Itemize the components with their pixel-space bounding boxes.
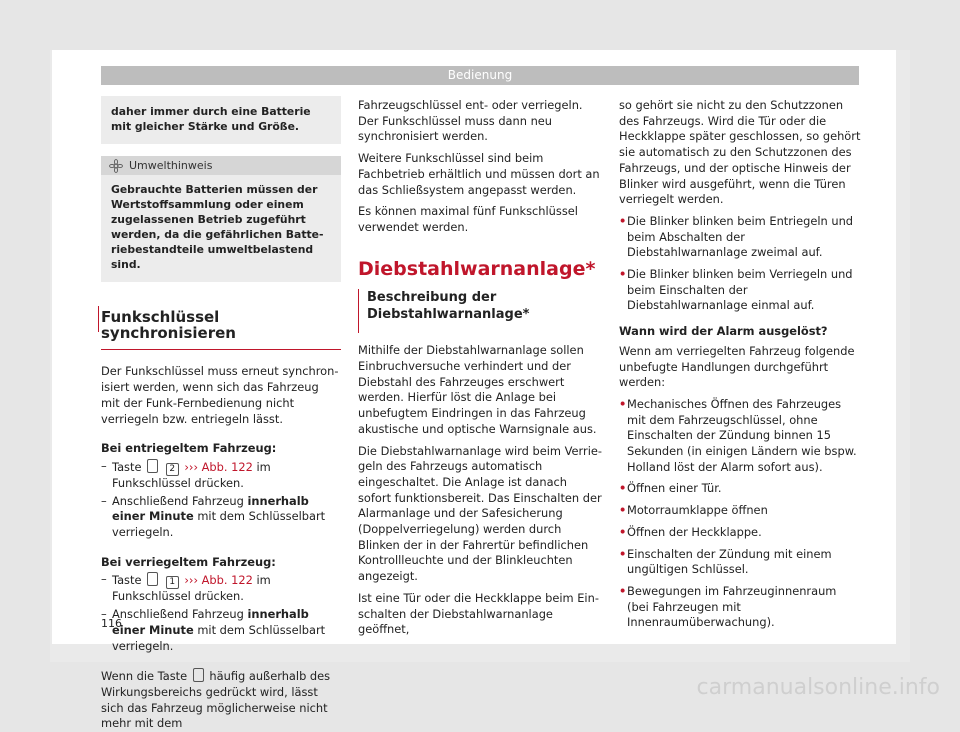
column-3 (619, 98, 861, 631)
paragraph: Ist eine Tür oder die Heckklappe beim Einschalten der Diebstahlwarnanlage geöffnet, (358, 590, 599, 637)
step-text: im Funkschlüssel drücken. (112, 459, 271, 490)
list-item: • Die Blinker blinken beim Entriegeln und beim Abschalten der Diebstahlwarnanlage zweimal auf. (619, 214, 861, 261)
paragraph: Fahrzeugschlüssel ent- oder verriegeln. Der Funkschlüssel muss dann neu synchronisiert werden. (358, 98, 583, 144)
locked-step-2 (101, 607, 341, 654)
list-item: • Öffnen der Heckklappe. (619, 525, 861, 541)
section-title-sync: Funkschlüssel synchronisieren (101, 310, 341, 350)
list-item: • Öffnen einer Tür. (619, 481, 861, 497)
watermark: carmanualsonline.info (696, 675, 940, 700)
paragraph: Die Diebstahlwarnanlage wird beim Verriegeln des Fahrzeugs automatisch eingeschaltet. Die Anlage ist danach sofort funktionsbereit. Das Einschalten der Alarmanlage und der Safesicherung (Doppelverriegelung) werden durch Blinken der in der Fahrertür befindlichen Kontrollleuchte und der Blinkleuchten angezeigt. (358, 443, 603, 584)
arrow-marker: ››› (184, 573, 199, 588)
paragraph: Weitere Funkschlüssel sind beim Fachbetrieb erhältlich und müssen dort an das Schließsystem angepasst werden. (358, 151, 600, 197)
paragraph: Wenn am verriegelten Fahrzeug folgende unbefugte Handlungen durchgeführt werden: (619, 343, 855, 390)
page-header: Bedienung (101, 66, 859, 85)
subsection-title: Beschreibung der Diebstahlwarnanlage* (358, 289, 603, 333)
locked-step-1 (101, 572, 341, 605)
page-number: 116 (101, 617, 122, 630)
warning-box-tail: daher immer durch eine Batterie mit gleicher Stärke und Größe. (101, 96, 341, 144)
note-text: Wenn die Taste (101, 669, 188, 684)
environment-note (101, 156, 341, 282)
environment-note-header (101, 156, 341, 175)
callout-number: 1 (166, 576, 179, 589)
environment-note-body: Gebrauchte Batterien müssen der Wertstoffsammlung oder einem zugelassenen Betrieb zugeführt werden, da die gefährlichen Batteriebestandteile umweltbelastend sind. (111, 183, 324, 271)
unlocked-step-1 (101, 459, 341, 492)
step-text: Taste (112, 459, 142, 474)
alarm-heading: Wann wird der Alarm ausgelöst? (619, 324, 828, 339)
step-text: im Funkschlüssel drücken. (112, 573, 271, 604)
paragraph: Es können maximal fünf Funkschlüssel verwendet werden. (358, 204, 578, 234)
step-emphasis: innerhalb einer Minute (112, 607, 309, 637)
list-item: • Bewegungen im Fahrzeuginnenraum (bei Fahrzeugen mit Innenraumüberwachung). (619, 584, 861, 631)
list-item: • Motorraumklappe öffnen (619, 503, 861, 519)
step-emphasis: innerhalb einer Minute (112, 493, 309, 524)
step-text: Taste (112, 573, 142, 588)
lock-key-icon (147, 572, 158, 586)
note-text: häufig außerhalb des Wirkungsbereichs gedrückt wird, lässt sich das Fahrzeug möglicherweise nicht mehr mit dem (101, 669, 331, 731)
step-text: Anschließend Fahrzeug (112, 493, 244, 508)
chapter-title: Diebstahlwarnanlage* (358, 257, 596, 280)
step-text: mit dem Schlüsselbart verriegeln. (112, 509, 326, 540)
callout-number: 2 (166, 463, 179, 476)
figure-link[interactable]: Abb. 122 (201, 459, 253, 474)
paragraph: so gehört sie nicht zu den Schutzzonen des Fahrzeugs. Wird die Tür oder die Heckklappe später geschlossen, so gehört sie automatisch zu den Schutzzonen des Fahrzeugs, und der optische Hinweis der Blinker wird ausgeführt, wenn die Türen verriegelt werden. (619, 98, 861, 207)
unlocked-step-2 (101, 494, 341, 541)
list-item: • Die Blinker blinken beim Verriegeln und beim Einschalten der Diebstahlwarnanlage einmal auf. (619, 267, 861, 314)
arrow-marker: ››› (184, 459, 199, 474)
list-item: • Mechanisches Öffnen des Fahrzeuges mit dem Fahrzeugschlüssel, ohne Einschalten der Zündung binnen 15 Sekunden (in einigen Ländern wie bspw. Holland löst der Alarm sofort aus). (619, 397, 861, 476)
unlock-key-icon (147, 459, 158, 473)
step-text: mit dem Schlüsselbart verriegeln. (112, 622, 326, 653)
column-2 (358, 98, 603, 638)
locked-heading: Bei verriegeltem Fahrzeug: (101, 554, 276, 569)
unlocked-heading: Bei entriegeltem Fahrzeug: (101, 441, 277, 456)
step-text: Anschließend Fahrzeug (112, 607, 244, 622)
sync-intro: Der Funkschlüssel muss erneut synchronisiert werden, wenn sich das Fahrzeug mit der Funk-Fernbedienung nicht verriegeln bzw. entriegeln lässt. (101, 364, 339, 426)
flower-icon (109, 159, 123, 173)
sync-note (101, 668, 341, 732)
figure-link[interactable]: Abb. 122 (201, 573, 253, 588)
list-item: • Einschalten der Zündung mit einem ungültigen Schlüssel. (619, 547, 861, 578)
column-1 (101, 96, 341, 732)
key-button-icon (193, 668, 204, 682)
paragraph: Mithilfe der Diebstahlwarnanlage sollen Einbruchversuche verhindert und der Diebstahl des Fahrzeuges erschwert werden. Hierfür löst die Anlage bei unbefugtem Eindringen in das Fahrzeug akustische und optische Warnsignale aus. (358, 343, 597, 436)
environment-note-title: Umwelthinweis (129, 159, 213, 172)
